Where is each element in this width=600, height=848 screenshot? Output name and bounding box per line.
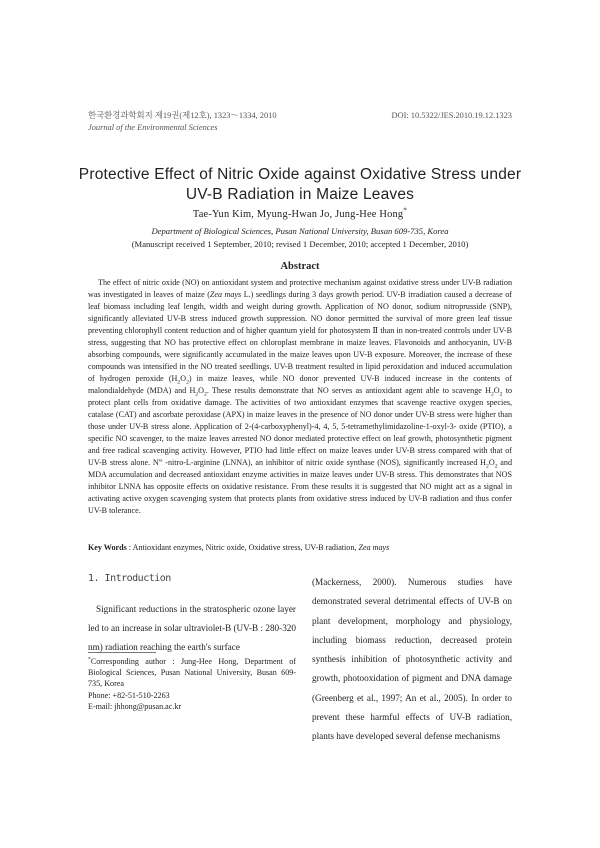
abstract-heading: Abstract [280, 261, 320, 272]
keywords [88, 542, 512, 554]
formula-o: O [180, 374, 187, 384]
intro-left-column: Significant reductions in the stratospheric ozone layer led to an increase in solar ultraviolet-B (UV-B : 280-320 nm) radiation reaching the earth's surface [88, 604, 296, 652]
omega-sup: ω [158, 457, 163, 464]
abstract-text: L.) seedlings during 3 days growth period. UV-B irradiation caused a decrease of leaf biomass including leaf length, width and weight during growth. Application of NO donor, sodium nitroprusside (SNP), significantly alleviated UV-B stress induced growth suppression. NO donor permitted the survival of more green leaf tissue preventing chlorophyll content reduction and of higher quantum yield for photosystem Ⅱ than in non-treated controls under UV-B stress, suggesting that NO has protective effect on chloroplast membrane in maize leaves. Flavonoids and anthocyanin, UV-B absorbing compounds, were significantly accumulated in the maize leaves upon UV-B exposure. Moreover, the increase of these compounds was intensified in the NO treated seedlings. UV-B treatment resulted in lipid peroxidation and induced accumulation of hydrogen peroxide (H [88, 290, 512, 384]
abstract-text: . These results demonstrate that NO serves as antioxidant agent able to scavenge H [206, 386, 491, 396]
journal-english-title: Journal of the Environmental Sciences [88, 123, 218, 132]
footnote-email: E-mail: jhhong@pusan.ac.kr [88, 701, 182, 711]
keywords-species: Zea mays [358, 543, 390, 552]
formula-sub: 2 [494, 463, 498, 470]
footnote-rule [88, 652, 156, 653]
author-list [0, 206, 600, 220]
footnote [88, 656, 296, 712]
formula-sub: 2 [499, 391, 503, 398]
author-names: Tae-Yun Kim, Myung-Hwan Jo, Jung-Hee Hong [192, 209, 404, 220]
formula-sub: 2 [486, 463, 489, 470]
formula-sub: 2 [177, 379, 181, 386]
journal-header [88, 110, 277, 134]
formula-sub: 2 [186, 379, 189, 386]
abstract-body [88, 277, 512, 517]
section-heading-introduction: 1. Introduction [88, 573, 171, 584]
footnote-phone: Phone: +82-51-510-2263 [88, 690, 170, 700]
keywords-sep: : [126, 543, 133, 552]
paper-title [60, 165, 540, 205]
corresponding-mark: * [403, 206, 408, 215]
footnote-mark: * [88, 656, 91, 663]
formula-sub: 2 [203, 391, 207, 398]
abstract-text: The effect of nitric oxide (NO) on antioxidant system and protective mechanism against oxidative stress under UV-B radiation was investigated in leaves of maize ( [88, 278, 512, 300]
journal-korean-title: 한국환경과학회지 제19권(제12호), 1323～1334, 2010 [88, 111, 277, 120]
footnote-author: Corresponding author : Jung-Hee Hong, Department of Biological Sciences, Pusan National University, Busan 609-735, Korea [88, 657, 296, 689]
intro-right-column: (Mackerness, 2000). Numerous studies have demonstrated several detrimental effects of UV-B on plant development, morphology and physiology, including biomass reduction, decreased protein synthesis inhibition of photosynthetic activity and growth, photooxidation of pigment and DNA damage (Greenberg et al., 1997; An et al., 2005). In order to prevent these harmful effects of UV-B radiation, plants have developed several defense mechanisms [312, 577, 512, 742]
keywords-text: Antioxidant enzymes, Nitric oxide, Oxidative stress, UV-B radiation, [132, 543, 359, 552]
affiliation: Department of Biological Sciences, Pusan National University, Busan 609-735, Korea [151, 226, 449, 236]
abstract-text: ) in maize leaves, while NO donor prevented UV-B induced increase in the contents of malondialdehyde (MDA) and H [88, 374, 512, 396]
title-line-1: Protective Effect of Nitric Oxide against Oxidative Stress under [78, 166, 522, 183]
doi-label: DOI: 10.5322/JES.2010.19.12.1323 [391, 111, 512, 120]
formula-o: O [493, 386, 500, 396]
formula-o: O [198, 386, 204, 396]
abstract-text: -nitro-L-arginine (LNNA), an inhibitor of nitric oxide synthase (NOS), significantly increased H [162, 458, 487, 468]
formula-sub: 2 [195, 391, 199, 398]
abstract-text: and MDA accumulation and decreased antioxidant enzyme activities in maize leaves under UV-B stress. This demonstrates that NOS inhibitor LNNA has opposite effects on oxidative resistance. From these results it is suggested that NO might act as a signal in activating active oxygen scavenging system that protects plants from oxidative stress induced by UV-B radiation and thus confer UV-B tolerance. [88, 458, 512, 516]
title-line-2: UV-B Radiation in Maize Leaves [185, 186, 415, 203]
formula-sub: 2 [490, 391, 494, 398]
manuscript-dates: (Manuscript received 1 September, 2010; revised 1 December, 2010; accepted 1 December, 2010) [131, 239, 469, 249]
keywords-label: Key Words [88, 543, 127, 552]
abstract-text: to protect plant cells from oxidative damage. The activities of two antioxidant enzymes that scavenge reactive oxygen species, catalase (CAT) and ascorbate peroxidase (APX) in maize leaves in the presence of NO donor under UV-B stress were higher than those under UV-B stress alone. Application of 2-(4-carboxyphenyl)-4, 4, 5, 5-tetramethylimidazoline-1-oxyl-3- oxide (PTIO), a specific NO scavenger, to the maize leaves arrested NO donor mediated protective effect on leaf growth, photosynthetic pigment and free radical scavenging activity. However, PTIO had little effect on maize leaves under UV-B stress compared with that of UV-B stress alone. N [88, 386, 512, 468]
formula-o: O [488, 458, 495, 468]
species-name: Zea mays [209, 290, 242, 300]
